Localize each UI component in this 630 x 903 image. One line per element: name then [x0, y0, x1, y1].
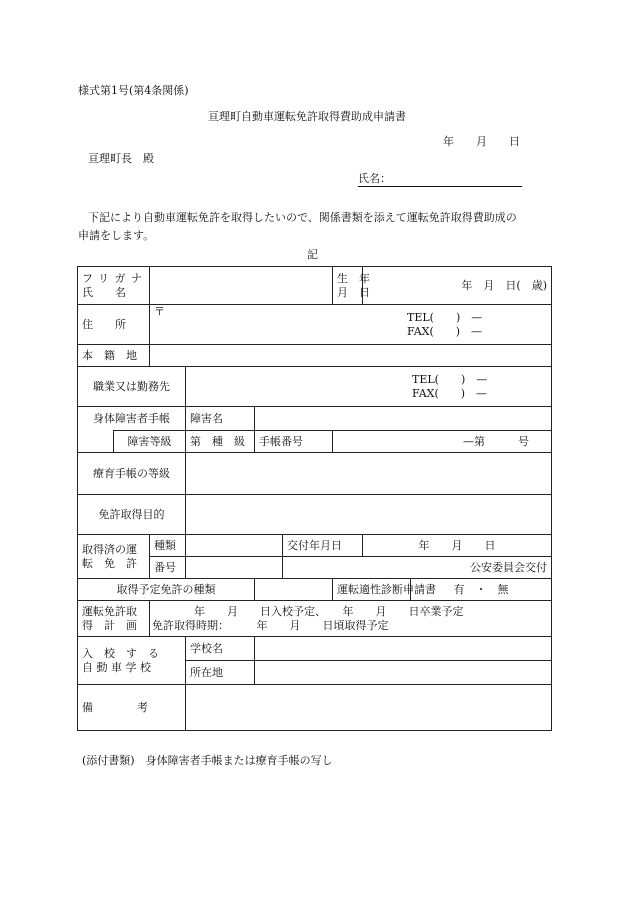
ryoiku-row — [78, 453, 552, 495]
address-phone: TEL( ) — FAX( ) — — [407, 311, 483, 338]
license-number-cell[interactable] — [186, 557, 283, 579]
purpose-row — [78, 495, 552, 535]
form-title: 亘理町自動車運転免許取得費助成申請書 — [208, 110, 406, 123]
occupation-label: 職業又は勤務先 — [78, 367, 186, 407]
ryoiku-label: 療育手帳の等級 — [78, 453, 186, 495]
attachment-note: (添付書類) 身体障害者手帳または療育手帳の写し — [82, 754, 333, 767]
disability-grade-row — [78, 431, 552, 453]
public-safety-issued: 公安委員会交付 — [283, 557, 552, 579]
honseki-row — [78, 345, 552, 367]
application-table — [77, 266, 552, 731]
school-name-label: 学校名 — [186, 637, 255, 661]
disability-grade-cell[interactable]: 第 種 級 — [186, 431, 255, 453]
license-type-label: 種類 — [150, 535, 186, 557]
disability-name-label: 障害名 — [186, 407, 255, 431]
driving-school-row-1 — [78, 637, 552, 661]
name-label: 氏名： — [358, 172, 391, 185]
remarks-label: 備 考 — [78, 685, 186, 731]
birth-date-cell[interactable]: 年 月 日( 歳) — [363, 267, 552, 305]
intro-line-1: 下記により自動車運転免許を取得したいので、関係書類を添えて運転免許取得費助成の — [88, 211, 517, 224]
date-line: 年 月 日 — [443, 135, 520, 148]
occupation-row — [78, 367, 552, 407]
occupation-cell[interactable] — [186, 367, 552, 407]
school-address-label: 所在地 — [186, 661, 255, 685]
school-address-cell[interactable] — [255, 661, 552, 685]
address-cell[interactable] — [150, 305, 552, 345]
disability-row — [78, 407, 552, 431]
address-row — [78, 305, 552, 345]
intro-line-2: 申請をします。 — [78, 229, 155, 242]
applicant-name-field[interactable] — [358, 170, 522, 187]
planned-license-label: 取得予定免許の種類 — [78, 579, 255, 601]
disability-indent — [78, 431, 114, 453]
honseki-cell[interactable] — [150, 345, 552, 367]
name-input-cell[interactable] — [150, 267, 333, 305]
ryoiku-cell[interactable] — [186, 453, 552, 495]
license-type-cell[interactable] — [186, 535, 283, 557]
driving-school-label: 入 校 す る 自 動 車 学 校 — [78, 637, 186, 685]
birth-label: 生 年 月 日 — [333, 267, 363, 305]
license-plan-cell[interactable]: 年 月 日入校予定、 年 月 日卒業予定 免許取得時期： 年 月 日頃取得予定 — [150, 601, 552, 637]
planned-license-row — [78, 579, 552, 601]
address-label: 住 所 — [78, 305, 150, 345]
acquired-license-label: 取得済の運 転 免 許 — [78, 535, 150, 579]
remarks-row — [78, 685, 552, 731]
purpose-cell[interactable] — [186, 495, 552, 535]
aptitude-test-label: 運転適性診断申請書 — [333, 579, 411, 601]
furigana-name-label: フリガナ 氏 名 — [78, 267, 150, 305]
occupation-phone: TEL( ) — FAX( ) — — [412, 373, 488, 400]
handbook-number-label: 手帳番号 — [255, 431, 333, 453]
acquired-license-row-1 — [78, 535, 552, 557]
name-row — [78, 267, 552, 305]
school-name-cell[interactable] — [255, 637, 552, 661]
postal-mark: 〒 — [154, 305, 166, 318]
disability-grade-label: 障害等級 — [114, 431, 186, 453]
ki-heading: 記 — [307, 248, 318, 261]
form-number: 様式第1号(第4条関係) — [78, 84, 189, 97]
disability-handbook-label: 身体障害者手帳 — [78, 407, 186, 431]
license-number-label: 番号 — [150, 557, 186, 579]
issue-date-label: 交付年月日 — [283, 535, 363, 557]
license-plan-row — [78, 601, 552, 637]
license-plan-label: 運転免許取 得 計 画 — [78, 601, 150, 637]
aptitude-yes-no[interactable]: 有 ・ 無 — [411, 579, 552, 601]
purpose-label: 免許取得目的 — [78, 495, 186, 535]
remarks-cell[interactable] — [186, 685, 552, 731]
honseki-label: 本 籍 地 — [78, 345, 150, 367]
addressee: 亘理町長 殿 — [88, 152, 154, 165]
issue-date-cell[interactable]: 年 月 日 — [363, 535, 552, 557]
planned-license-cell[interactable] — [255, 579, 333, 601]
acquired-license-row-2 — [78, 557, 552, 579]
disability-name-cell[interactable] — [255, 407, 552, 431]
handbook-number-cell[interactable]: —第 号 — [333, 431, 552, 453]
